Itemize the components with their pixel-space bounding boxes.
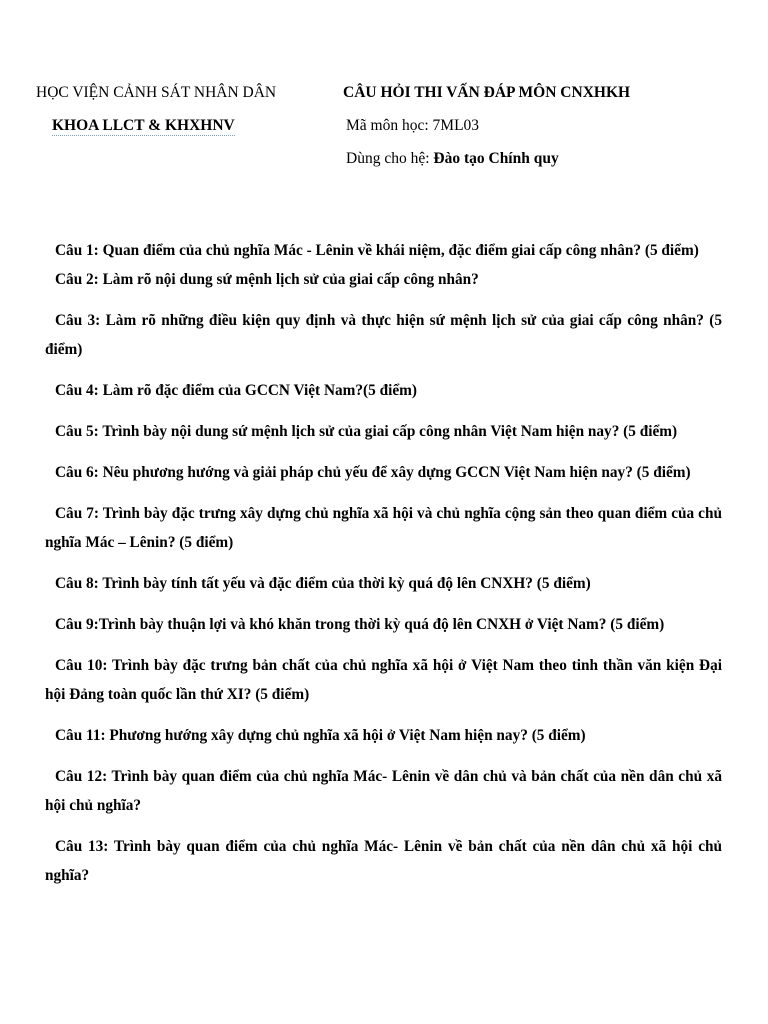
applies-to-line [346, 150, 559, 168]
question-item: Câu 13: Trình bày quan điểm của chủ nghĩa Mác- Lênin về bản chất của nền dân chủ xã hội chủ nghĩa? [45, 838, 722, 884]
question-item: Câu 5: Trình bày nội dung sứ mệnh lịch sử của giai cấp công nhân Việt Nam hiện nay? (5 điểm) [55, 423, 678, 440]
question-item: Câu 3: Làm rõ những điều kiện quy định và thực hiện sứ mệnh lịch sử của giai cấp công nhân? (5 điểm) [45, 312, 722, 358]
question-item: Câu 4: Làm rõ đặc điểm của GCCN Việt Nam?(5 điểm) [55, 382, 417, 399]
course-code-line [346, 117, 479, 135]
institution-name: HỌC VIỆN CẢNH SÁT NHÂN DÂN [36, 84, 277, 101]
question-list [45, 236, 722, 890]
question-item: Câu 12: Trình bày quan điểm của chủ nghĩa Mác- Lênin về dân chủ và bản chất của nền dân chủ xã hội chủ nghĩa? [45, 768, 722, 814]
question-item: Câu 6: Nêu phương hướng và giải pháp chủ yếu để xây dựng GCCN Việt Nam hiện nay? (5 điểm) [55, 464, 691, 481]
course-code-value: 7ML03 [432, 117, 480, 134]
question-item: Câu 7: Trình bày đặc trưng xây dựng chủ nghĩa xã hội và chủ nghĩa cộng sản theo quan điểm của chủ nghĩa Mác – Lênin? (5 điểm) [45, 505, 722, 551]
question-item: Câu 9:Trình bày thuận lợi và khó khăn trong thời kỳ quá độ lên CNXH ở Việt Nam? (5 điểm) [55, 616, 665, 633]
faculty-name [52, 117, 235, 135]
question-item: Câu 2: Làm rõ nội dung sứ mệnh lịch sử của giai cấp công nhân? [55, 271, 479, 288]
question-item: Câu 10: Trình bày đặc trưng bản chất của chủ nghĩa xã hội ở Việt Nam theo tinh thần văn kiện Đại hội Đảng toàn quốc lần thứ XI? (5 điểm) [45, 657, 722, 703]
question-item: Câu 1: Quan điểm của chủ nghĩa Mác - Lênin về khái niệm, đặc điểm giai cấp công nhân? (5 điểm) [55, 242, 699, 259]
course-code-label: Mã môn học: [346, 117, 433, 134]
question-item: Câu 8: Trình bày tính tất yếu và đặc điểm của thời kỳ quá độ lên CNXH? (5 điểm) [55, 575, 591, 592]
faculty-label: KHOA LLCT & KHXHNV [52, 117, 235, 134]
applies-to-label: Dùng cho hệ: [346, 150, 434, 167]
question-item: Câu 11: Phương hướng xây dựng chủ nghĩa xã hội ở Việt Nam hiện nay? (5 điểm) [55, 727, 586, 744]
exam-title: CÂU HỎI THI VẤN ĐÁP MÔN CNXHKH [343, 84, 631, 101]
applies-to-value: Đào tạo Chính quy [433, 150, 559, 167]
